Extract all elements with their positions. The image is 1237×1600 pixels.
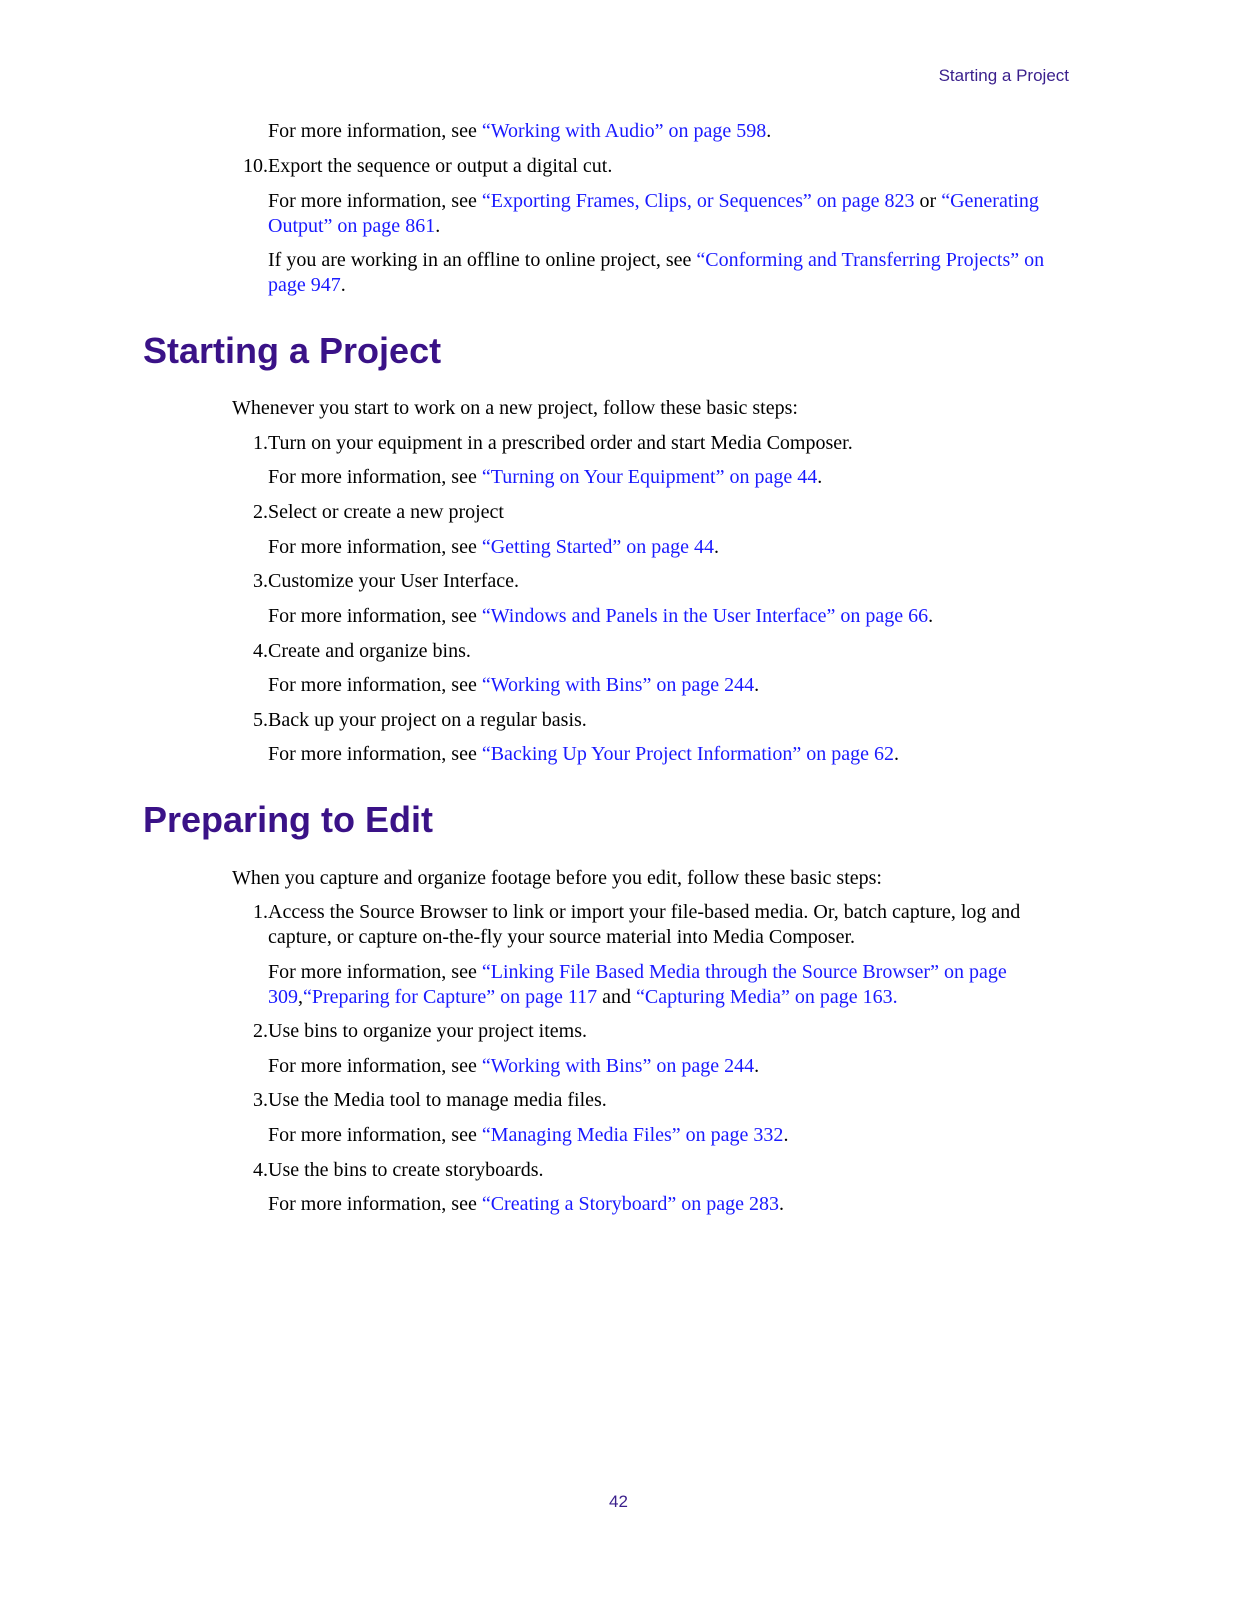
step-text: Access the Source Browser to link or import your file-based media. Or, batch capture, log and capture, or capture on-the-fly your source material into Media Composer. — [268, 901, 1021, 948]
step-number: 10. — [243, 155, 268, 177]
preparing-intro: When you capture and organize footage before you edit, follow these basic steps: — [232, 867, 882, 889]
starting-step-1-more-info — [268, 465, 1078, 490]
step-number: 1. — [253, 901, 268, 923]
more-info-prefix: For more information, see — [268, 120, 482, 142]
xref-link-backing-up[interactable]: “Backing Up Your Project Information” on page 62 — [481, 743, 894, 765]
more-info-prefix: For more information, see — [268, 605, 482, 627]
preparing-step-1-more-info — [268, 960, 1008, 1010]
xref-link-exporting[interactable]: “Exporting Frames, Clips, or Sequences” on page 823 — [481, 190, 915, 212]
starting-step-4 — [232, 639, 1078, 664]
step-text: Select or create a new project — [268, 501, 504, 523]
xref-link-preparing-for-capture[interactable]: “Preparing for Capture” on page 117 — [303, 986, 598, 1008]
step-number: 4. — [253, 1159, 268, 1181]
xref-link-linking-file-based-media[interactable]: “Linking File Based Media through the Source Browser” on page 309 — [268, 961, 1007, 1008]
more-info-prefix: For more information, see — [268, 536, 482, 558]
starting-step-2-more-info — [268, 535, 1078, 560]
punctuation: . — [754, 674, 760, 696]
preparing-step-4-more-info — [268, 1192, 1078, 1217]
xref-link-generating-output[interactable]: “Generating Output” on page 861 — [268, 190, 1039, 237]
more-info-prefix: If you are working in an offline to online project, see — [268, 249, 697, 271]
running-header: Starting a Project — [938, 66, 1069, 85]
punctuation: . — [778, 1193, 784, 1215]
starting-step-1 — [232, 431, 1078, 456]
conjunction: or — [914, 190, 942, 212]
export-more-info — [268, 189, 1078, 239]
step-text: Create and organize bins. — [268, 640, 471, 662]
starting-step-4-more-info — [268, 673, 1078, 698]
more-info-prefix: For more information, see — [268, 190, 482, 212]
starting-intro: Whenever you start to work on a new project, follow these basic steps: — [232, 397, 798, 419]
more-info-prefix: For more information, see — [268, 1193, 482, 1215]
step-number: 3. — [253, 1089, 268, 1111]
more-info-prefix: For more information, see — [268, 1055, 482, 1077]
more-info-prefix: For more information, see — [268, 674, 482, 696]
xref-link-windows-and-panels[interactable]: “Windows and Panels in the User Interface” on page 66 — [481, 605, 929, 627]
step-text: Back up your project on a regular basis. — [268, 709, 587, 731]
heading-starting-a-project: Starting a Project — [143, 330, 442, 371]
xref-link-turning-on-equipment[interactable]: “Turning on Your Equipment” on page 44 — [481, 466, 818, 488]
starting-step-3 — [232, 569, 1078, 594]
preparing-step-1 — [232, 900, 1078, 948]
xref-link-conforming[interactable]: “Conforming and Transferring Projects” on page 947 — [268, 249, 1045, 296]
punctuation: . — [340, 274, 346, 296]
offline-more-info — [268, 248, 1078, 298]
preparing-step-2-more-info — [268, 1054, 1078, 1079]
xref-link-working-with-bins[interactable]: “Working with Bins” on page 244 — [481, 1055, 755, 1077]
punctuation: . — [754, 1055, 760, 1077]
step-text: Use bins to organize your project items. — [268, 1020, 588, 1042]
xref-link-capturing-media[interactable]: “Capturing Media” on page 163. — [636, 986, 898, 1008]
separator: , — [298, 986, 303, 1008]
punctuation: . — [928, 605, 934, 627]
step-10 — [232, 154, 1078, 179]
step-number: 3. — [253, 570, 268, 592]
step-text: Turn on your equipment in a prescribed order and start Media Composer. — [268, 432, 853, 454]
more-info-prefix: For more information, see — [268, 743, 482, 765]
step-number: 1. — [253, 432, 268, 454]
xref-link-working-with-bins[interactable]: “Working with Bins” on page 244 — [481, 674, 755, 696]
xref-link-creating-a-storyboard[interactable]: “Creating a Storyboard” on page 283 — [481, 1193, 779, 1215]
step-text: Use the bins to create storyboards. — [268, 1159, 544, 1181]
punctuation: . — [766, 120, 772, 142]
punctuation: . — [783, 1124, 789, 1146]
step-text: Export the sequence or output a digital cut. — [268, 155, 613, 177]
xref-link-getting-started[interactable]: “Getting Started” on page 44 — [481, 536, 714, 558]
step-number: 2. — [253, 501, 268, 523]
starting-step-2 — [232, 500, 1078, 525]
starting-step-3-more-info — [268, 604, 1078, 629]
conjunction: and — [597, 986, 637, 1008]
more-info-prefix: For more information, see — [268, 466, 482, 488]
preparing-step-4 — [232, 1158, 1078, 1183]
step-number: 5. — [253, 709, 268, 731]
punctuation: . — [435, 215, 441, 237]
audio-more-info — [268, 119, 1078, 144]
step-number: 2. — [253, 1020, 268, 1042]
more-info-prefix: For more information, see — [268, 961, 482, 983]
xref-link-managing-media-files[interactable]: “Managing Media Files” on page 332 — [481, 1124, 784, 1146]
xref-link-working-with-audio[interactable]: “Working with Audio” on page 598 — [481, 120, 767, 142]
step-text: Customize your User Interface. — [268, 570, 520, 592]
starting-step-5-more-info — [268, 742, 1078, 767]
preparing-step-3-more-info — [268, 1123, 1078, 1148]
preparing-step-2 — [232, 1019, 1078, 1044]
heading-preparing-to-edit: Preparing to Edit — [143, 799, 434, 840]
step-text: Use the Media tool to manage media files. — [268, 1089, 607, 1111]
step-number: 4. — [253, 640, 268, 662]
punctuation: . — [817, 466, 823, 488]
punctuation: . — [893, 743, 899, 765]
preparing-step-3 — [232, 1088, 1078, 1113]
punctuation: . — [714, 536, 719, 558]
more-info-prefix: For more information, see — [268, 1124, 482, 1146]
starting-step-5 — [232, 708, 1078, 733]
page-number: 42 — [609, 1492, 628, 1511]
